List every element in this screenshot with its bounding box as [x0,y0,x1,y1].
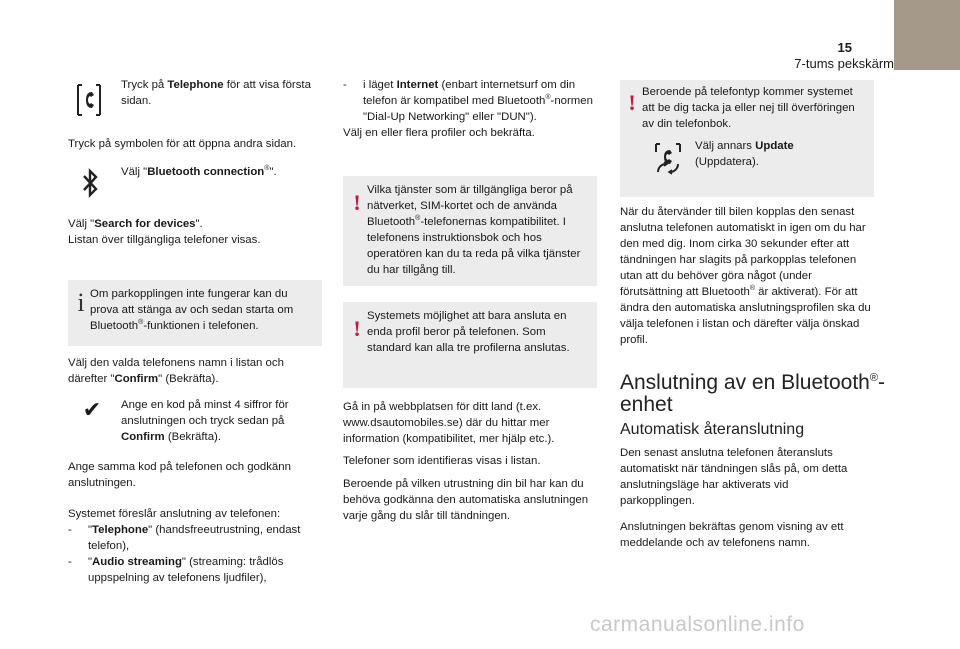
step-same-code: Ange samma kod på telefonen och godkänn anslutningen. [68,461,291,489]
info-icon: i [77,288,85,317]
reconnect-confirm-text: Anslutningen bekräftas genom visning av ett meddelande och av telefonens namn. [620,521,844,549]
warning-icon: ! [353,190,361,215]
step-bluetooth-connection: Välj "Bluetooth connection®". [121,165,277,178]
step-telephone: Tryck på Telephone för att visa första sidan. [121,79,311,107]
profile-item: - "Telephone" (handsfreeutrustning, endast telefon), [68,524,301,552]
section-heading: Anslutning av en Bluetooth®-enhet [620,371,885,416]
watermark: carmanualsonline.info [590,613,805,636]
update-step: Välj annars Update (Uppdatera). [695,140,794,168]
warning-icon: ! [353,316,361,341]
profiles-intro: Systemet föreslår anslutning av telefonen: [68,508,281,520]
bluetooth-icon [78,166,102,200]
profiles-list [68,506,328,586]
profile-item: - "Audio streaming" (streaming: trådlös uppspelning av telefonens ljudfiler), [68,556,284,584]
section-title: 7-tums pekskärm [794,56,894,71]
select-profiles: Välj en eller flera profiler och bekräfta. [343,127,535,139]
warning-services-text: Vilka tjänster som är tillgängliga beror på nätverket, SIM-kortet och de använda Bluetooth®-telefonernas kompatibilitet. I telefonens instruktionsbok och hos operatören kan du ta reda på vilka tjänster du har tillgång till. [367,184,581,276]
warning-box-phonebook [620,80,874,197]
step-search-devices: Välj "Search for devices". Listan över tillgängliga telefoner visas. [68,218,261,246]
warning-box-profiles [343,302,597,388]
check-icon: ✔ [82,397,102,422]
step-select-name: Välj den valda telefonens namn i listan och därefter "Confirm" (Bekräfta). [68,357,284,385]
warning-icon: ! [628,90,636,115]
auto-accept-info: Beroende på vilken utrustning din bil har kan du behöva godkänna den automatiska anslutningen varje gång du slår till tändningen. [343,478,589,522]
page-number: 15 [837,40,852,55]
step-enter-code: Ange en kod på minst 4 siffror för anslutningen och tryck sedan på Confirm (Bekräfta). [121,399,289,443]
phone-sync-icon [650,140,686,180]
subheading: Automatisk återanslutning [620,421,805,438]
profile-item: - i läget Internet (enbart internetsurf om din telefon är kompatibel med Bluetooth®-normen "Dial-Up Networking" eller "DUN"). [343,79,593,123]
warning-phonebook-text: Beroende på telefontyp kommer systemet att be dig tacka ja eller nej till överföringen av din telefonbok. [642,86,855,130]
phone-icon [72,80,106,120]
website-info: Gå in på webbplatsen för ditt land (t.ex. www.dsautomobiles.se) där du hittar mer information (kompatibilitet, mer hjälp etc.). [343,401,555,445]
step-symbol: Tryck på symbolen för att öppna andra sidan. [68,138,297,150]
auto-reconnect-text: Den senast anslutna telefonen återansluts automatiskt när tändningen slås på, om detta anslutningsläge har aktiverats vid parkopplingen. [620,447,848,507]
profile-internet [343,77,598,141]
page-corner-tab [894,0,960,70]
return-to-car-info: När du återvänder till bilen kopplas den senast anslutna telefonen automatiskt in igen om du har den med dig. Inom cirka 30 sekunder efter att tändningen har slagits på parkopplas telefonen utan att du behöver göra något (under förutsättning att Bluetooth® är aktiverat). För att ändra den automatiska anslutningsprofilen ska du välja telefonen i listan och därefter välja önskad profil. [620,206,871,346]
warning-profiles-text: Systemets möjlighet att bara ansluta en enda profil beror på telefonen. Som standard kan alla tre profilerna anslutas. [367,310,570,354]
warning-box-services [343,176,597,286]
info-box [68,280,322,346]
identified-phones: Telefoner som identifieras visas i listan. [343,455,541,467]
info-text: Om parkopplingen inte fungerar kan du prova att stänga av och sedan starta om Bluetooth®-funktionen i telefonen. [90,288,294,332]
